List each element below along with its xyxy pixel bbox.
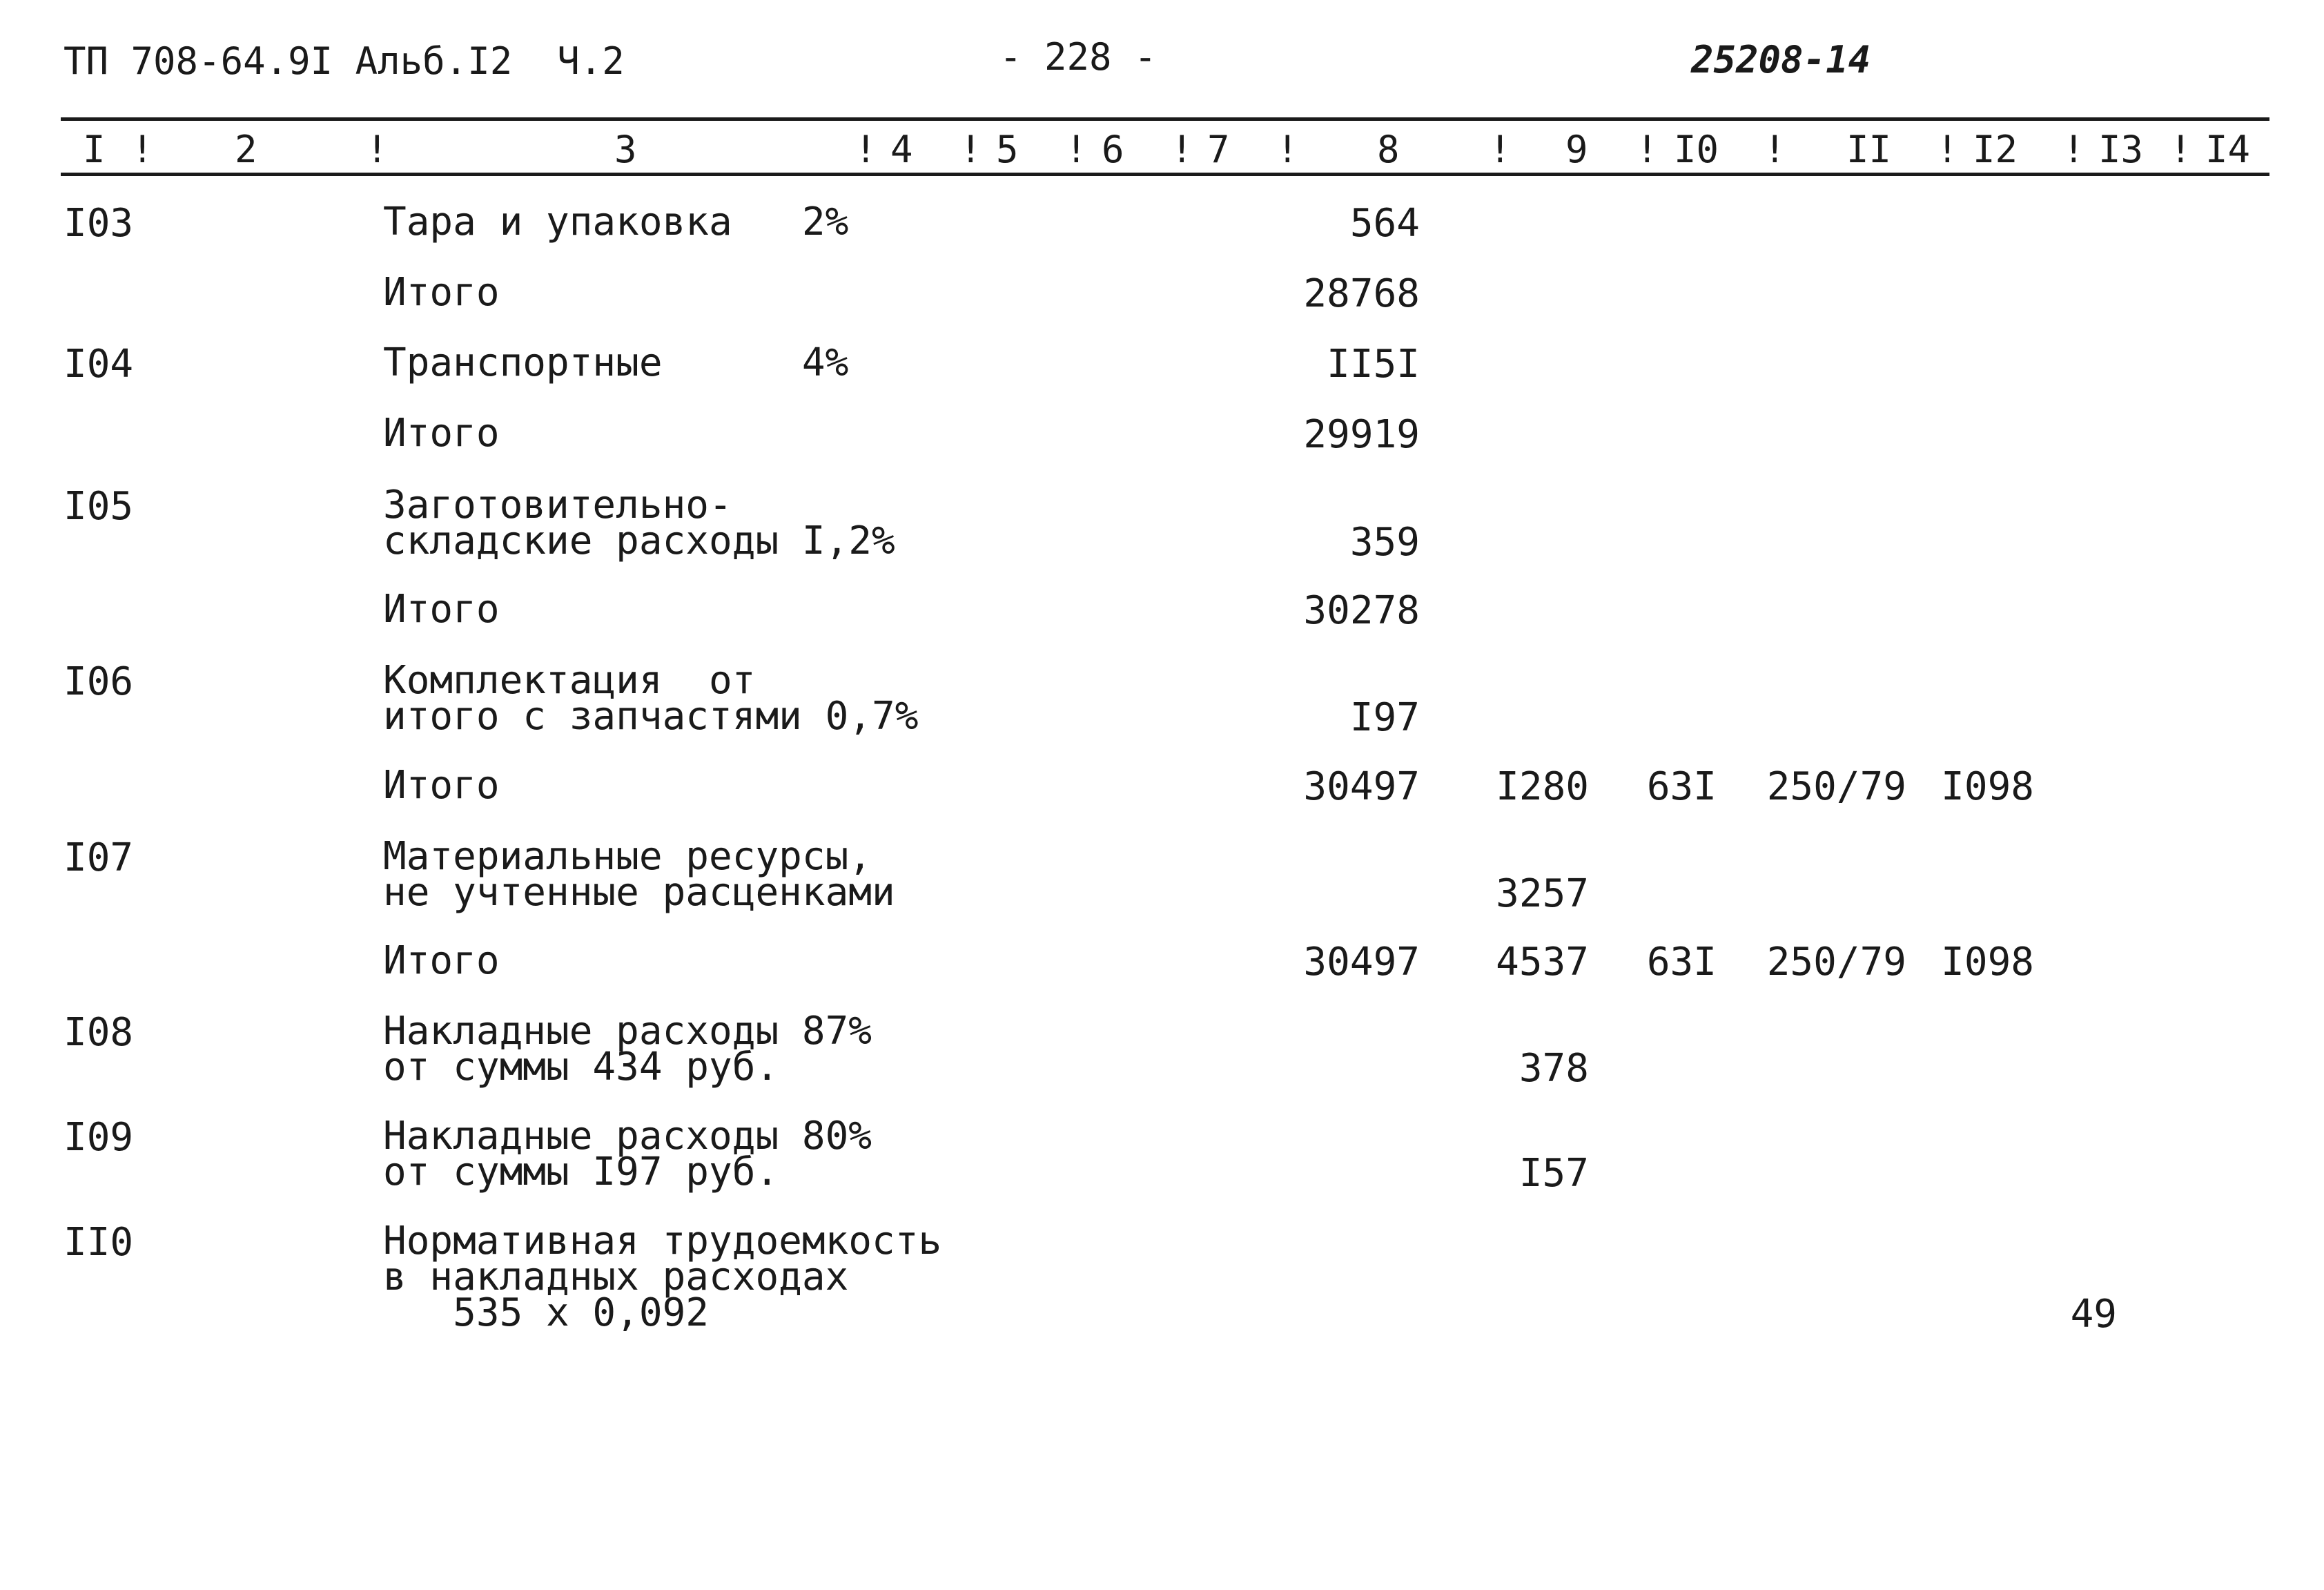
column-separator: ! [131, 128, 154, 171]
row-description: Комплектация от итого с запчастями 0,7% [383, 658, 919, 739]
row-number: I08 [64, 1010, 134, 1055]
row-description: Материальные ресурсы, не учтенные расценками [383, 834, 895, 915]
cell-col8: 359 [1349, 520, 1420, 565]
row-description: Итого [383, 270, 500, 315]
column-header-13: I3 [2098, 128, 2144, 171]
column-header-10: I0 [1674, 128, 1719, 171]
cell-col13: 49 [2070, 1292, 2117, 1337]
cell-col9: 378 [1519, 1046, 1589, 1091]
row-number: I06 [64, 659, 134, 704]
row-number: I03 [64, 201, 134, 246]
column-separator: ! [1065, 128, 1088, 171]
column-separator: ! [366, 128, 389, 171]
row-description: Транспортные 4% [383, 340, 849, 385]
column-header-3: 3 [614, 128, 637, 171]
cell-col8: 30497 [1303, 940, 1420, 985]
row-description: Итого [383, 411, 500, 456]
header-top-rule [61, 117, 2269, 121]
row-description: Накладные расходы 80% от суммы I97 руб. [383, 1114, 872, 1194]
row-number: I07 [64, 835, 134, 880]
column-header-1: I [83, 128, 106, 171]
row-description: Тара и упаковка 2% [383, 200, 849, 244]
column-separator: ! [1489, 128, 1512, 171]
column-header-8: 8 [1377, 128, 1400, 171]
cell-col9: 4537 [1496, 940, 1589, 985]
column-separator: ! [1764, 128, 1786, 171]
row-description: Заготовительно- складские расходы I,2% [383, 483, 895, 563]
column-header-12: I2 [1973, 128, 2018, 171]
cell-col8: I97 [1349, 695, 1420, 740]
column-separator: ! [959, 128, 982, 171]
column-header-11: II [1846, 128, 1892, 171]
cell-col10: 63I [1646, 764, 1717, 809]
cell-col12: I098 [1941, 764, 2034, 809]
row-description: Итого [383, 938, 500, 983]
column-header-9: 9 [1565, 128, 1588, 171]
column-header-7: 7 [1207, 128, 1230, 171]
column-separator: ! [855, 128, 877, 171]
row-number: I05 [64, 484, 134, 529]
row-description: Итого [383, 763, 500, 808]
column-separator: ! [1636, 128, 1659, 171]
column-header-6: 6 [1102, 128, 1124, 171]
column-separator: ! [1171, 128, 1193, 171]
row-description: Итого [383, 587, 500, 632]
inventory-stamp: 25208-14 [1691, 38, 1871, 81]
cell-col10: 63I [1646, 940, 1717, 985]
row-description: Накладные расходы 87% от суммы 434 руб. [383, 1009, 872, 1089]
row-number: I09 [64, 1115, 134, 1160]
column-header-5: 5 [996, 128, 1019, 171]
cell-col12: I098 [1941, 940, 2034, 985]
cell-col8: II5I [1327, 342, 1420, 387]
document-reference: ТП 708-64.9I Альб.I2 Ч.2 [64, 39, 625, 83]
column-separator: ! [1276, 128, 1299, 171]
column-header-2: 2 [235, 128, 257, 171]
cell-col11: 250/79 [1766, 764, 1906, 809]
column-header-14: I4 [2205, 128, 2251, 171]
cell-col8: 30497 [1303, 764, 1420, 809]
cell-col8: 30278 [1303, 588, 1420, 633]
column-separator: ! [2169, 128, 2192, 171]
header-bottom-rule [61, 173, 2269, 176]
cell-col9: I57 [1519, 1151, 1589, 1196]
cell-col11: 250/79 [1766, 940, 1906, 985]
cell-col9: I280 [1496, 764, 1589, 809]
row-number: II0 [64, 1220, 134, 1265]
cell-col8: 564 [1349, 201, 1420, 246]
page-number: - 228 - [999, 35, 1157, 79]
cell-col9: 3257 [1496, 871, 1589, 916]
row-number: I04 [64, 342, 134, 387]
column-separator: ! [2062, 128, 2085, 171]
cell-col8: 28768 [1303, 271, 1420, 316]
row-description: Нормативная трудоемкость в накладных расходах 535 х 0,092 [383, 1219, 942, 1335]
column-header-4: 4 [890, 128, 913, 171]
cell-col8: 29919 [1303, 412, 1420, 457]
column-separator: ! [1936, 128, 1959, 171]
